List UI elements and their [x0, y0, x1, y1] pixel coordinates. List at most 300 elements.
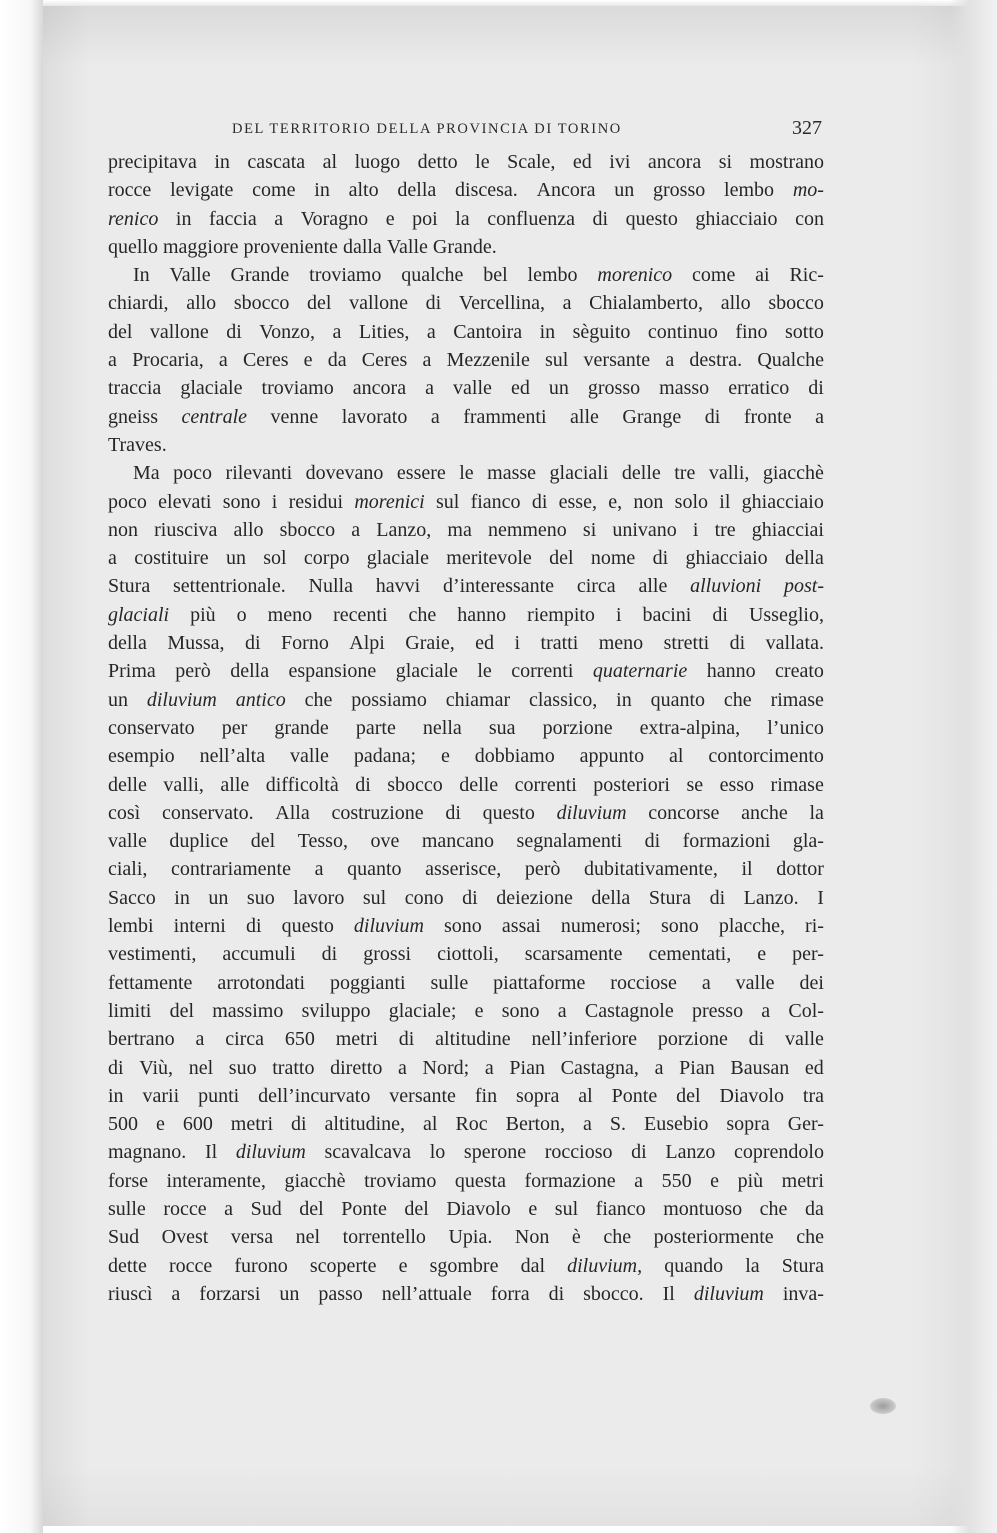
word: a [761, 999, 771, 1022]
word: Cantoira [453, 320, 523, 343]
word: Nord; [422, 1056, 470, 1079]
word: Stura [648, 886, 692, 909]
word: masso [659, 377, 710, 400]
word: valle [108, 830, 147, 853]
word: dottor [776, 858, 824, 881]
word: un [279, 1282, 300, 1305]
word: come [252, 179, 296, 202]
word: fronte [743, 405, 792, 428]
word: passo [318, 1282, 363, 1305]
word: Il [204, 1141, 218, 1164]
word: extra-alpina, [639, 716, 741, 739]
word: nell’alta [199, 745, 266, 768]
italic-word: centrale [181, 405, 248, 428]
text-line [108, 742, 824, 770]
word: o [236, 603, 247, 626]
word: di [712, 603, 728, 626]
word: Non [514, 1226, 550, 1249]
word: versante [583, 349, 651, 372]
word: in [108, 1084, 124, 1107]
word: d’interessante [442, 575, 555, 598]
word: e [385, 207, 395, 230]
word: limiti [108, 999, 152, 1022]
word: a [634, 1169, 644, 1192]
text-line [108, 205, 824, 233]
word: Berton, [505, 1113, 566, 1136]
word: di [644, 830, 661, 853]
word: fianco [470, 490, 521, 513]
word: Ancora [536, 179, 596, 202]
word: Il [662, 1282, 675, 1305]
word: placche, [718, 915, 785, 938]
text-line [108, 261, 824, 289]
word: della [230, 660, 270, 683]
word: le [459, 462, 474, 485]
word: contorcimento [708, 745, 824, 768]
text-line [108, 1167, 824, 1195]
word: un [108, 688, 128, 711]
word: in [175, 207, 192, 230]
word: a [426, 320, 436, 343]
word: meno [598, 632, 644, 655]
word: la [745, 1254, 760, 1277]
word: sul [362, 886, 387, 909]
word: ciottoli, [437, 943, 499, 966]
word: si [718, 151, 733, 173]
word: di [592, 207, 609, 230]
word: più [190, 603, 216, 626]
word: elevati [158, 490, 212, 513]
word: che [723, 688, 752, 711]
word: di [425, 292, 442, 315]
word: grosso [653, 179, 706, 202]
word: a [218, 349, 228, 372]
word: Ovest [161, 1226, 209, 1249]
word: Vonzo, [259, 320, 316, 343]
word: sono [222, 490, 261, 513]
word: dei [799, 971, 824, 994]
word: lembo [724, 179, 775, 202]
italic-word: diluvium [693, 1282, 764, 1305]
word: Grande [230, 264, 290, 287]
word: grossi [363, 943, 412, 966]
word: porzione [657, 1028, 728, 1051]
word: e [155, 1113, 165, 1136]
word: conservato. [161, 801, 254, 824]
word: segnalamenti [516, 830, 623, 853]
word: riusciva [154, 518, 218, 541]
word: versante [389, 1084, 456, 1107]
text-line [108, 148, 824, 176]
word: posteriori [593, 773, 670, 796]
text-line [108, 1280, 824, 1308]
word: univano [612, 518, 677, 541]
word: lo [429, 1141, 446, 1164]
word: corpo [303, 547, 350, 570]
word: gla- [792, 830, 824, 853]
word: di [808, 377, 824, 400]
text-line [108, 1082, 824, 1110]
word: padana; [353, 745, 417, 768]
word: forzarsi [199, 1282, 261, 1305]
word: ed [572, 151, 592, 173]
word: 550 [661, 1169, 692, 1192]
word: riempito [527, 603, 595, 626]
word: Sacco [108, 886, 156, 909]
word: Chialamberto, [589, 292, 704, 315]
word: inva- [782, 1282, 824, 1305]
page-number: 327 [792, 117, 822, 139]
word: rocce [108, 179, 152, 202]
word: Ceres [361, 349, 408, 372]
word: rocce [163, 1197, 207, 1220]
word: lembo [527, 264, 578, 287]
word: Ceres [242, 349, 289, 372]
word: glaciale [366, 547, 429, 570]
word: a [701, 971, 711, 994]
word: a [108, 349, 117, 372]
word: mancano [421, 830, 495, 853]
word: Graie, [405, 632, 455, 655]
word: 600 [182, 1113, 213, 1136]
text-line [108, 855, 824, 883]
word: espansione [288, 660, 377, 683]
word: del [549, 547, 574, 570]
word: e [710, 1169, 720, 1192]
page-edge-shadow [950, 0, 997, 1533]
word: fettamente [108, 971, 193, 994]
word: Tesso, [297, 830, 348, 853]
word: ai [755, 264, 770, 287]
word: forse [108, 1169, 148, 1192]
word: per- [792, 943, 824, 966]
word: assai [501, 915, 541, 938]
italic-word: mo- [792, 179, 824, 202]
word: le [475, 151, 490, 173]
word: a [654, 1056, 664, 1079]
word: bacini [642, 603, 692, 626]
word: delle [108, 773, 147, 796]
word: che [408, 603, 437, 626]
word: valle [453, 377, 492, 400]
word: coprendolo [733, 1141, 824, 1164]
text-line [108, 1252, 824, 1280]
italic-word: renico [108, 207, 159, 230]
word: Ric- [789, 264, 824, 287]
word: di [704, 405, 721, 428]
word: sul [545, 349, 569, 372]
word: venne [270, 405, 319, 428]
word: porzione [542, 716, 613, 739]
word: allo [186, 292, 217, 315]
word: fianco [595, 1197, 646, 1220]
word: alle [638, 575, 668, 598]
text-line [108, 1054, 824, 1082]
word: masse [487, 462, 537, 485]
word: ancora [352, 377, 407, 400]
word: In [133, 264, 150, 287]
word: questo [625, 207, 678, 230]
word: duplice [169, 830, 229, 853]
italic-word: morenico [597, 264, 673, 287]
word: Alla [275, 801, 310, 824]
word: vestimenti, [108, 943, 197, 966]
word: quello [108, 235, 158, 258]
word: di [355, 773, 371, 796]
word: sono [660, 915, 699, 938]
word: solo [674, 490, 708, 513]
word: dalla [342, 235, 382, 258]
word: Grange [622, 405, 682, 428]
word: Roc [455, 1113, 488, 1136]
word: che [759, 1197, 788, 1220]
word: tratto [272, 1056, 315, 1079]
word: della [591, 886, 631, 909]
word: cementati, [648, 943, 732, 966]
word: di [445, 801, 461, 824]
word: asserisce, [425, 858, 502, 881]
word: che [603, 1226, 632, 1249]
word: nell’attuale [381, 1282, 472, 1305]
word: Eusebio [643, 1113, 709, 1136]
word: a [332, 320, 342, 343]
word: creato [775, 660, 824, 683]
running-head: DEL TERRITORIO DELLA PROVINCIA DI TORINO [232, 121, 622, 137]
word: Vercellina, [458, 292, 545, 315]
word: sèguito [572, 320, 631, 343]
word: altitudine [435, 1028, 511, 1051]
word: appunto [579, 745, 645, 768]
text-line [108, 1110, 824, 1138]
word: furono [234, 1254, 288, 1277]
word: interni [173, 915, 226, 938]
word: suo [228, 1056, 257, 1079]
word: bel [483, 264, 508, 287]
word: scoperte [309, 1254, 377, 1277]
word: ma [447, 518, 472, 541]
word: quanto [650, 688, 706, 711]
word: le [477, 660, 492, 683]
word: dal [520, 1254, 546, 1277]
word: tre [714, 518, 736, 541]
word: a [815, 405, 824, 428]
text-line [108, 940, 824, 968]
word: sol [263, 547, 287, 570]
word: a [484, 1056, 494, 1079]
word: in [174, 886, 190, 909]
word: nell’inferiore [531, 1028, 638, 1051]
word: al [322, 151, 338, 173]
word: Bausan [730, 1056, 790, 1079]
text-line [108, 1025, 824, 1053]
word: a [422, 349, 432, 372]
word: del [108, 320, 133, 343]
word: sopra [726, 1113, 770, 1136]
italic-word: glaciali [108, 603, 170, 626]
word: stretti [663, 632, 710, 655]
word: a [108, 547, 117, 570]
word: giacchè [284, 1169, 346, 1192]
word: faccia [209, 207, 257, 230]
word: maggiore [163, 235, 239, 258]
text-line [108, 997, 824, 1025]
word: sbocco [387, 773, 443, 796]
word: però [524, 858, 561, 881]
text-line [108, 601, 824, 629]
word: nella [422, 716, 462, 739]
italic-word: diluvium, [567, 1254, 643, 1277]
word: un [548, 377, 569, 400]
word: così [108, 801, 141, 824]
word: cono [404, 886, 444, 909]
word: Qualche [757, 349, 824, 372]
text-line [108, 686, 824, 714]
text-line [108, 1138, 824, 1166]
word: Procaria, [132, 349, 204, 372]
word: sono [501, 999, 540, 1022]
word: di [245, 915, 262, 938]
word: riuscì [108, 1282, 153, 1305]
word: e, [608, 490, 623, 513]
word: poi [412, 207, 438, 230]
word: vallone [349, 292, 409, 315]
word: torrentello [342, 1226, 426, 1249]
word: un [225, 547, 246, 570]
word: del [676, 1084, 701, 1107]
word: Upia. [448, 1226, 493, 1249]
word: meno [267, 603, 313, 626]
word: di [398, 1028, 415, 1051]
word: allo [233, 518, 264, 541]
word: concorse [648, 801, 720, 824]
word: di [462, 886, 478, 909]
word: correnti [511, 660, 574, 683]
word: parte [355, 716, 396, 739]
word: glaciale [395, 660, 458, 683]
text-line [108, 1223, 824, 1251]
word: Viù, [139, 1056, 174, 1079]
word: residui [288, 490, 344, 513]
word: gneiss [108, 405, 158, 428]
word: non [633, 490, 664, 513]
word: Alpi [349, 632, 385, 655]
word: Lanzo, [376, 518, 432, 541]
word: del [250, 830, 276, 853]
italic-word: diluvium [353, 915, 424, 938]
word: Col- [788, 999, 824, 1022]
word: meritevole [446, 547, 532, 570]
word: a [425, 377, 434, 400]
text-line [108, 403, 824, 431]
word: alle [220, 773, 250, 796]
word: ghiacciai [751, 518, 824, 541]
word: numerosi; [560, 915, 641, 938]
word: altitudine, [324, 1113, 406, 1136]
word: ed [475, 632, 495, 655]
word: poggianti [330, 971, 406, 994]
word: costruzione [331, 801, 424, 824]
word: non [108, 518, 138, 541]
text-line [108, 657, 824, 685]
word: è [571, 1226, 581, 1249]
word: con [795, 207, 824, 230]
text-line [108, 176, 824, 204]
word: Pian [679, 1056, 715, 1079]
word: di [548, 1282, 565, 1305]
word: a [314, 858, 324, 881]
word: suo [246, 886, 275, 909]
word: del [169, 999, 194, 1022]
word: della [397, 179, 437, 202]
word: Castagnole [584, 999, 674, 1022]
word: fin [474, 1084, 498, 1107]
word: sul [554, 1197, 579, 1220]
word: forra [490, 1282, 530, 1305]
word: conservato [108, 716, 195, 739]
text-line [108, 1195, 824, 1223]
text-line [108, 827, 824, 855]
word: Lanzo. [743, 886, 799, 909]
word: valli, [708, 462, 750, 485]
word: Usseglio, [748, 603, 824, 626]
word: Mussa, [167, 632, 225, 655]
word: di [748, 1028, 765, 1051]
word: scavalcava [324, 1141, 412, 1164]
word: in [314, 179, 330, 202]
word: Valle [169, 264, 211, 287]
word: sopra [516, 1084, 560, 1107]
italic-word: morenici [354, 490, 425, 513]
text-line [108, 289, 824, 317]
word: varii [142, 1084, 180, 1107]
word: questo [281, 915, 334, 938]
word: del [299, 1197, 324, 1220]
text-line [108, 318, 824, 346]
word: della [785, 547, 824, 570]
word: la [455, 207, 470, 230]
text-line [108, 459, 824, 487]
word: però [175, 660, 211, 683]
word: ed [804, 1056, 824, 1079]
word: sgombre [429, 1254, 499, 1277]
word: punti [198, 1084, 240, 1107]
word: che [796, 1226, 824, 1249]
word: Mezzenile [446, 349, 530, 372]
word: poco [108, 490, 147, 513]
word: roccioso [544, 1141, 613, 1164]
word: Ma [133, 462, 160, 485]
word: Sud [250, 1197, 282, 1220]
word: esse, [558, 490, 597, 513]
word: ghiacciaio [695, 207, 778, 230]
italic-word: antico [235, 688, 286, 711]
word: hanno [457, 603, 507, 626]
word: al [578, 1084, 593, 1107]
word: a [224, 1197, 234, 1220]
word: versa [230, 1226, 274, 1249]
word: esempio [108, 745, 175, 768]
word: ghiacciaio [741, 490, 824, 513]
word: sulle [108, 1197, 146, 1220]
word: esso [719, 773, 755, 796]
word: deiezione [496, 886, 573, 909]
word: che [304, 688, 333, 711]
word: i [514, 632, 521, 655]
word: poco [173, 462, 213, 485]
word: e [528, 1197, 538, 1220]
word: Sud [108, 1226, 140, 1249]
word: valli, [163, 773, 204, 796]
